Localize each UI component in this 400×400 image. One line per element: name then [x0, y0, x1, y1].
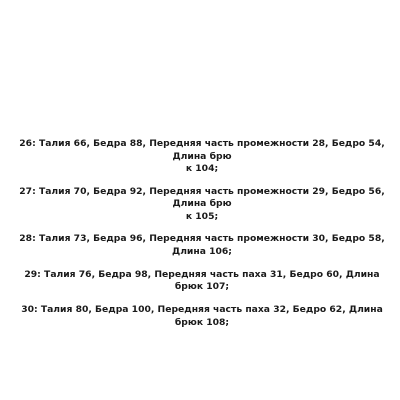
size-28-text: 28: Талия 73, Бедра 96, Передняя часть промежности 30, Бедро 58, Длина 106; — [19, 233, 385, 257]
size-26-text-line-2: к 104; — [185, 163, 219, 174]
size-27-text-line-1: 27: Талия 70, Бедра 92, Передняя часть промежности 29, Бедро 56, Длина брю — [19, 185, 385, 209]
size-29-text: 29: Талия 76, Бедра 98, Передняя часть паха 31, Бедро 60, Длина брюк 107; — [24, 268, 380, 292]
size-26-text-line-1: 26: Талия 66, Бедра 88, Передняя часть промежности 28, Бедро 54, Длина брю — [19, 138, 385, 162]
size-29-entry — [0, 269, 400, 294]
size-28-entry — [0, 233, 400, 258]
size-30-entry — [0, 304, 400, 329]
size-26-entry — [0, 138, 400, 176]
size-27-text-line-2: к 105; — [185, 210, 219, 222]
size-27-entry — [0, 186, 400, 224]
size-30-text: 30: Талия 80, Бедра 100, Передняя часть паха 32, Бедро 62, Длина брюк 108; — [21, 304, 383, 328]
size-chart-text — [0, 138, 400, 340]
